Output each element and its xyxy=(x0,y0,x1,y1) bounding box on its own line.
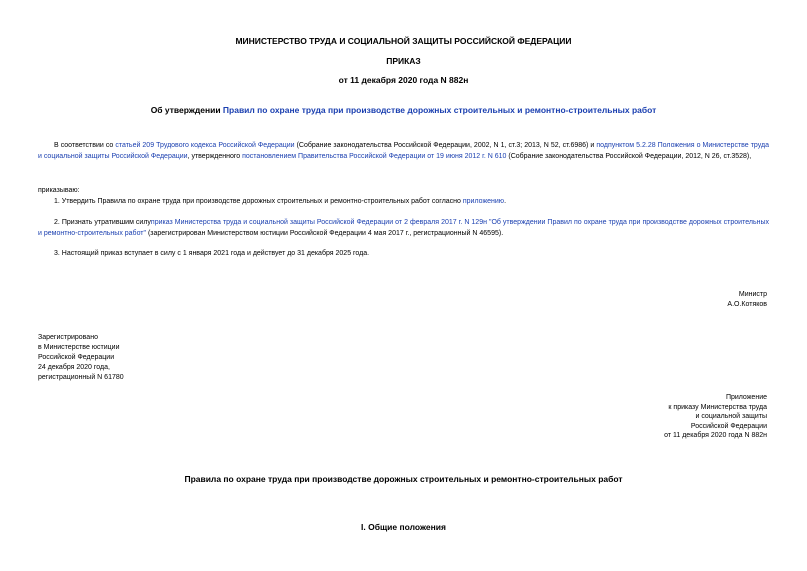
rules-title: Правила по охране труда при производстве дорожных строительных и ремонтно-строительных работ xyxy=(184,474,623,484)
orders-word: приказываю: xyxy=(38,187,80,194)
government-decree-link[interactable]: постановлением Правительства Российской Федерации от 19 июня 2012 г. N 610 xyxy=(242,153,507,160)
document-title xyxy=(0,105,807,115)
appendix-block xyxy=(664,393,767,441)
registration-block xyxy=(38,333,124,383)
registration-line: регистрационный N 61780 xyxy=(38,374,124,381)
appendix-line: Приложение xyxy=(725,394,767,401)
repealed-order-link[interactable]: приказ Министерства труда и социальной защиты Российской Федерации от 2 февраля 2017 г. N 129н "Об утверждении Правил по охране труда при производстве дорожных строительных и ремонтно-строительных работ" xyxy=(38,219,769,237)
appendix-line: и социальной защиты xyxy=(695,413,767,421)
ministry-name: МИНИСТЕРСТВО ТРУДА И СОЦИАЛЬНОЙ ЗАЩИТЫ РОССИЙСКОЙ ФЕДЕРАЦИИ xyxy=(235,36,572,46)
order-item-3: 3. Настоящий приказ вступает в силу с 1 января 2021 года и действует до 31 декабря 2025 года. xyxy=(54,250,370,257)
labor-code-link[interactable]: статьей 209 Трудового кодекса Российской Федерации xyxy=(115,142,295,149)
item1-text: 1. Утвердить Правила по охране труда при производстве дорожных строительных и ремонтно-строительных работ согласно xyxy=(54,198,463,205)
ministry-regulation-link[interactable]: подпунктом 5.2.28 Положения о Министерстве труда и социальной защиты Российской Федерации xyxy=(38,142,769,160)
appendix-link[interactable]: приложению xyxy=(462,198,505,205)
signature-position: Министр xyxy=(738,291,767,298)
order-item-2 xyxy=(38,217,769,239)
preamble-text-2: (Собрание законодательства Российской Федерации, 2002, N 1, ст.3; 2013, N 52, ст.6986) и xyxy=(294,142,597,149)
registration-line: в Министерстве юстиции xyxy=(38,344,120,351)
preamble-text-3: , утвержденного xyxy=(187,153,243,160)
appendix-line: к приказу Министерства труда xyxy=(668,403,767,411)
document-date-number: от 11 декабря 2020 года N 882н xyxy=(338,75,469,85)
item2-end: (зарегистрирован Министерством юстиции Российской Федерации 4 мая 2017 г., регистрационный N 46595). xyxy=(146,230,504,237)
preamble-paragraph xyxy=(38,140,769,162)
item2-text: 2. Признать утратившим силу xyxy=(54,219,151,226)
document-title-link[interactable]: Правил по охране труда при производстве дорожных строительных и ремонтно-строительных работ xyxy=(222,105,657,115)
preamble-text-4: (Собрание законодательства Российской Федерации, 2012, N 26, ст.3528), xyxy=(506,153,752,160)
registration-line: Зарегистрировано xyxy=(38,334,98,341)
registration-line: Российской Федерации xyxy=(38,354,115,361)
preamble-text-1: В соответствии со xyxy=(54,142,116,149)
signature-block xyxy=(727,290,767,309)
section-heading: I. Общие положения xyxy=(361,522,446,532)
registration-line: 24 декабря 2020 года, xyxy=(38,364,110,371)
order-item-1 xyxy=(38,196,769,207)
appendix-line: Российской Федерации xyxy=(690,422,767,430)
document-type: ПРИКАЗ xyxy=(386,56,421,66)
appendix-line: от 11 декабря 2020 года N 882н xyxy=(664,432,767,440)
signature-name: А.О.Котяков xyxy=(727,300,767,308)
item1-end: . xyxy=(504,198,507,205)
document-title-prefix: Об утверждении xyxy=(150,105,223,115)
